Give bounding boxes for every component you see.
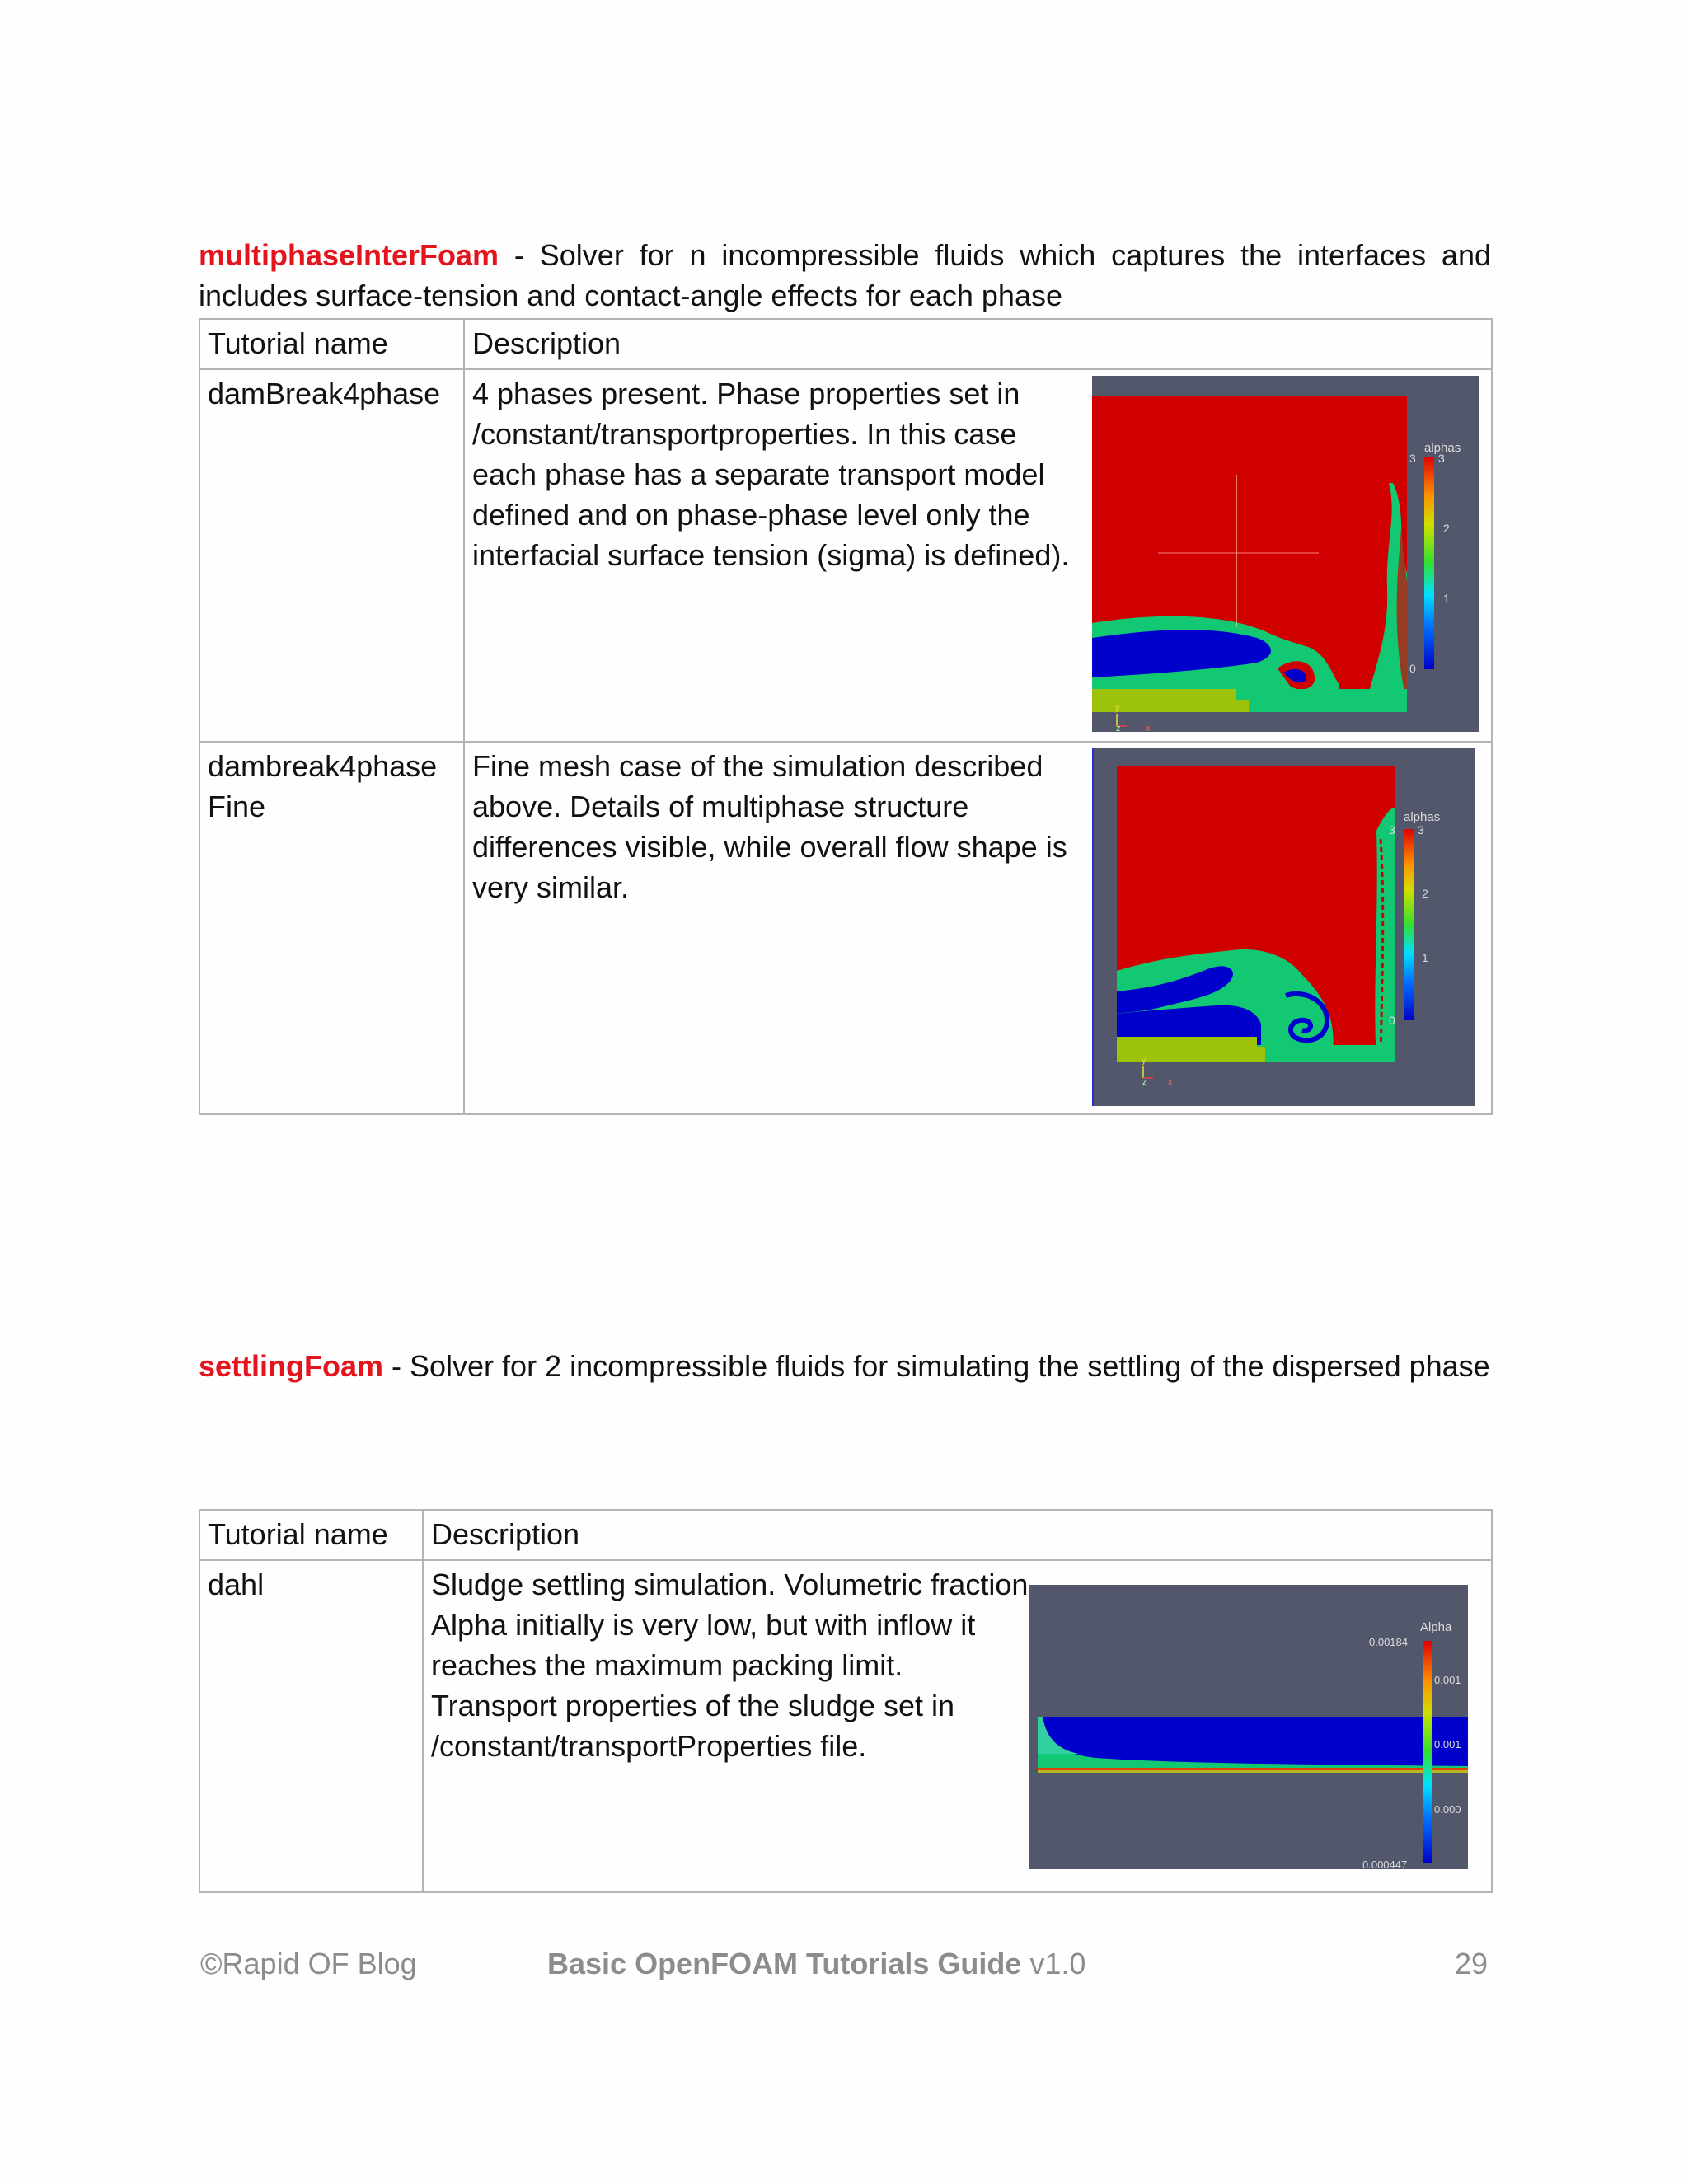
table-header-row (199, 319, 1492, 369)
svg-text:1: 1 (1443, 592, 1450, 605)
solver-description: - Solver for n incompressible fluids which captures the interfaces and includes surface-tension and contact-angle effects for each phase (199, 238, 1491, 312)
footer-guide-title: Basic OpenFOAM Tutorials Guide (547, 1947, 1022, 1980)
section-settlingfoam-intro (199, 1346, 1491, 1386)
table-row (199, 369, 1492, 742)
svg-text:y: y (1115, 703, 1120, 713)
footer-copyright: ©Rapid OF Blog (200, 1947, 417, 1980)
header-description: Description (464, 319, 1492, 369)
tutorial-table-settling (199, 1509, 1493, 1893)
table-row (199, 742, 1492, 1114)
svg-text:0: 0 (1389, 1014, 1395, 1027)
svg-text:2: 2 (1422, 887, 1428, 900)
svg-text:0.000: 0.000 (1434, 1803, 1461, 1816)
solver-description: - Solver for 2 incompressible fluids for simulating the settling of the dispersed phase (383, 1349, 1490, 1383)
tutorial-name: dahl (199, 1560, 423, 1892)
page-number: 29 (1455, 1947, 1489, 1980)
section-multiphaseinterfoam-intro (199, 235, 1491, 316)
header-tutorial-name: Tutorial name (199, 319, 464, 369)
colorbar (1404, 829, 1414, 1020)
tutorial-name: damBreak4phase (199, 369, 464, 742)
svg-text:3: 3 (1409, 452, 1416, 465)
colorbar (1424, 457, 1434, 669)
tutorial-name: dambreak4phase (208, 749, 438, 783)
svg-text:3: 3 (1438, 452, 1445, 465)
footer-version: v1.0 (1021, 1947, 1086, 1980)
svg-text:0.001: 0.001 (1434, 1738, 1461, 1750)
header-tutorial-name: Tutorial name (199, 1510, 423, 1560)
svg-text:0: 0 (1409, 662, 1416, 675)
tutorial-description: 4 phases present. Phase properties set in /constant/transportproperties. In this case each phase has a separate transport model defined and on phase-phase level only the interfacial surface tension (sigma) is defined). (472, 377, 1070, 572)
svg-text:y: y (1142, 1056, 1146, 1066)
dahl-simulation-image (1029, 1585, 1468, 1869)
dambreak4phase-fine-simulation-image (1092, 748, 1475, 1106)
svg-text:0.000447: 0.000447 (1362, 1858, 1408, 1869)
header-description: Description (423, 1510, 1492, 1560)
svg-text:z: z (1116, 724, 1121, 732)
tutorial-table-multiphase (199, 318, 1493, 1115)
svg-text:3: 3 (1389, 823, 1395, 837)
legend-title: Alpha (1420, 1620, 1452, 1634)
footer-title (547, 1947, 1085, 1981)
legend-title: alphas (1424, 441, 1461, 455)
tutorial-description: Sludge settling simulation. Volumetric fraction Alpha initially is very low, but with inflow it reaches the maximum packing limit. Transport properties of the sludge set in /constant/transportProperties file. (431, 1568, 1029, 1763)
table-header-row (199, 1510, 1492, 1560)
tutorial-description: Fine mesh case of the simulation described above. Details of multiphase structure differences visible, while overall flow shape is very similar. (472, 749, 1067, 904)
svg-text:1: 1 (1422, 951, 1428, 964)
solver-name: multiphaseInterFoam (199, 238, 499, 272)
tutorial-name-suffix: Fine (208, 790, 266, 823)
svg-text:z: z (1142, 1077, 1147, 1087)
table-row (199, 1560, 1492, 1892)
svg-text:2: 2 (1443, 522, 1450, 535)
svg-text:x: x (1146, 724, 1151, 732)
colorbar (1423, 1641, 1432, 1863)
svg-text:3: 3 (1418, 823, 1424, 837)
svg-text:0.001: 0.001 (1434, 1674, 1461, 1686)
svg-text:x: x (1168, 1077, 1173, 1087)
legend-title: alphas (1404, 810, 1441, 824)
svg-text:0.00184: 0.00184 (1369, 1636, 1408, 1648)
solver-name: settlingFoam (199, 1349, 384, 1383)
dambreak4phase-simulation-image (1092, 376, 1479, 732)
